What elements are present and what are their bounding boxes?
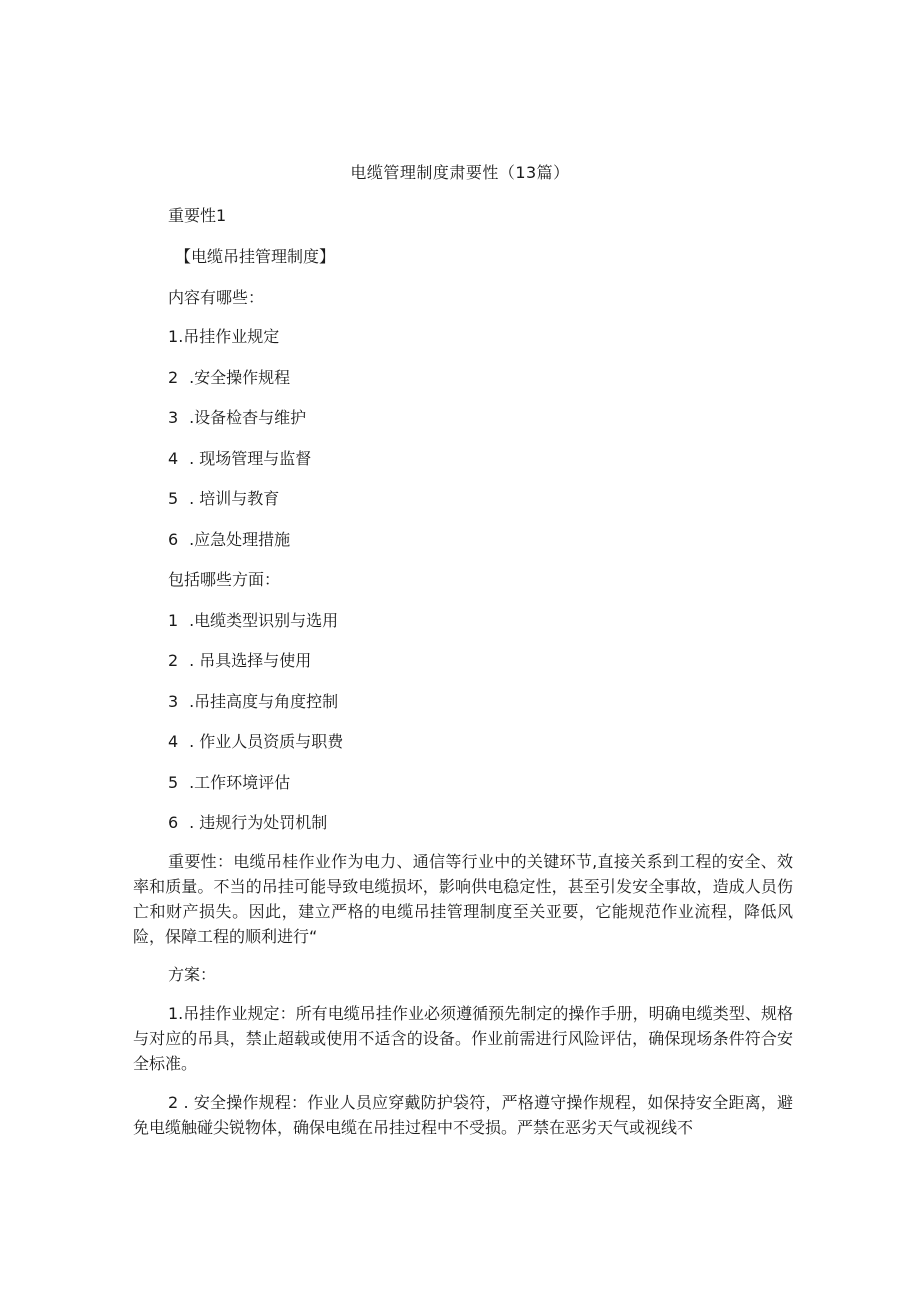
list-item-number: 1 xyxy=(168,327,179,346)
list-item xyxy=(168,324,279,347)
list-item-number: 4 xyxy=(168,732,179,751)
plan-paragraph: 2 . 安全操作规程：作业人员应穿戴防护袋符，严格遵守操作规程，如保持安全距离，避免电缆触碰尖锐物体，确保电缆在吊挂过程中不受损。严禁在恶劣天气或视线不 xyxy=(133,1093,793,1137)
list-item xyxy=(168,810,327,833)
aspects-heading: 包括哪些方面： xyxy=(168,570,281,589)
list-item xyxy=(168,365,290,388)
list-item-text: . 违规行为处罚机制 xyxy=(184,813,328,832)
list-item-number: 6 xyxy=(168,813,179,832)
list-item-text: .吊挂高度与角度控制 xyxy=(184,692,339,711)
list-item xyxy=(168,689,338,712)
section-heading: 重要性1 xyxy=(168,206,227,225)
list-item xyxy=(168,608,338,631)
bracket-title: 【电缆吊挂管理制度】 xyxy=(175,247,336,266)
list-item xyxy=(168,486,279,509)
list-item-number: 5 xyxy=(168,489,179,508)
list-item-number: 4 xyxy=(168,449,179,468)
list-item-text: . 培训与教育 xyxy=(184,489,280,508)
list-item-text: .安全操作规程 xyxy=(184,368,291,387)
list-item-text: .吊挂作业规定 xyxy=(178,327,280,346)
list-item-number: 6 xyxy=(168,530,179,549)
list-item-number: 3 xyxy=(168,692,179,711)
list-item xyxy=(168,648,311,671)
list-item-text: . 作业人员资质与职费 xyxy=(184,732,344,751)
plan-heading: 方案： xyxy=(168,965,217,984)
list-item-text: .应急处理措施 xyxy=(184,530,291,549)
list-item xyxy=(168,770,290,793)
importance-paragraph: 重要性：电缆吊桂作业作为电力、通信等行业中的关键环节,直接关系到工程的安全、效率和质量。不当的吊挂可能导致电缆损坏，影响供电稳定性，甚至引发安全事故，造成人员伤亡和财产损失。因此，建立严格的电缆吊挂管理制度至关亚要，它能规范作业流程，降低风险，保障工程的顺利进行“ xyxy=(133,852,793,946)
plan-paragraph: 1.吊挂作业规定：所有电缆吊挂作业必须遵循预先制定的操作手册，明确电缆类型、规格与对应的吊具，禁止超载或使用不适含的设备。作业前需进行风险评估，确保现场条件符合安全标准。 xyxy=(133,1004,793,1073)
list-item xyxy=(168,405,306,428)
list-item-text: . 现场管理与监督 xyxy=(184,449,312,468)
list-item-number: 3 xyxy=(168,408,179,427)
list-item-number: 2 xyxy=(168,368,179,387)
list-item xyxy=(168,446,311,469)
list-item-text: . 吊具选择与使用 xyxy=(184,651,312,670)
list-item-text: .设备检杳与维护 xyxy=(184,408,307,427)
list-item xyxy=(168,729,343,752)
list-item-number: 2 xyxy=(168,651,179,670)
list-item-text: .工作环境评估 xyxy=(184,773,291,792)
list-item-text: .电缆类型识别与选用 xyxy=(184,611,339,630)
list-item-number: 5 xyxy=(168,773,179,792)
content-heading: 内容有哪些： xyxy=(168,288,265,307)
document-title: 电缆管理制度肃要性（13篇） xyxy=(350,163,570,182)
list-item-number: 1 xyxy=(168,611,179,630)
list-item xyxy=(168,527,290,550)
